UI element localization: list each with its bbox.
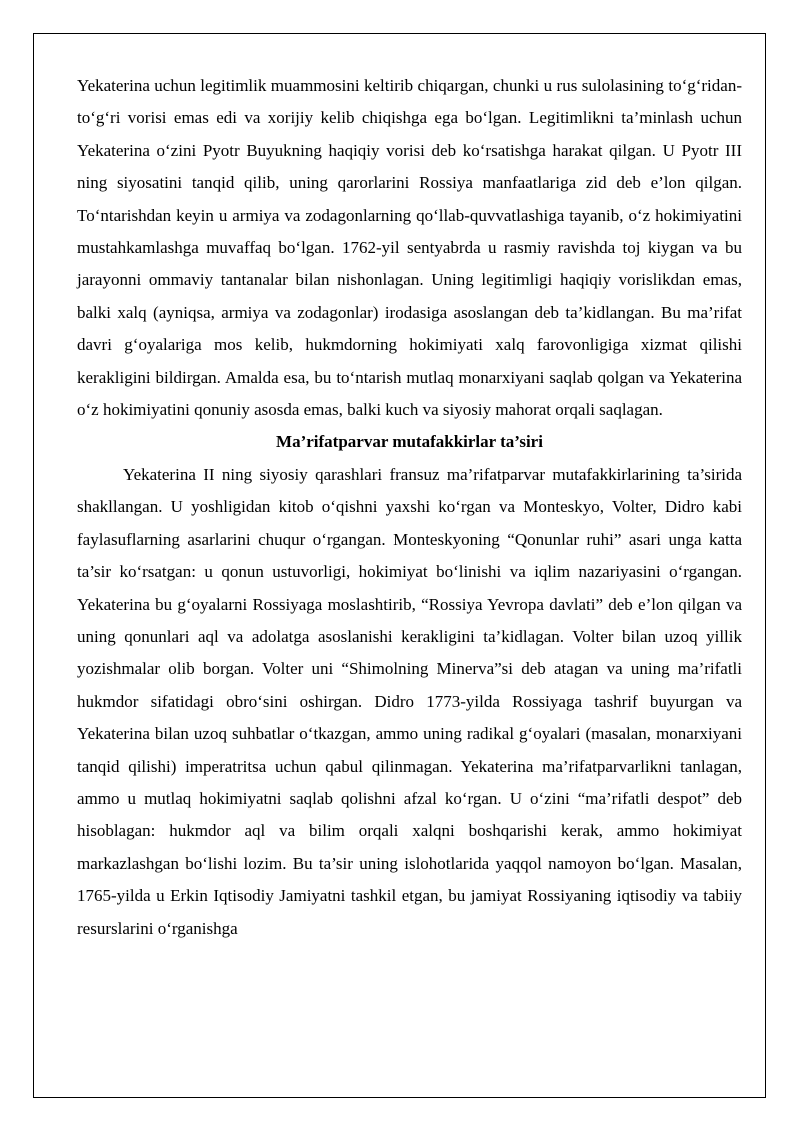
document-body: [77, 70, 742, 945]
section-heading: Ma’rifatparvar mutafakkirlar ta’siri: [276, 432, 543, 452]
paragraph-legitimacy: Yekaterina uchun legitimlik muammosini keltirib chiqargan, chunki u rus sulolasining to‘g‘ridan-to‘g‘ri vorisi emas edi va xorijiy kelib chiqishga ega bo‘lgan. Legitimlikni ta’minlash uchun Yekaterina o‘zini Pyotr Buyukning haqiqiy vorisi deb ko‘rsatishga harakat qilgan. U Pyotr III ning siyosatini tanqid qilib, uning qarorlarini Rossiya manfaatlariga zid deb e’lon qilgan. To‘ntarishdan keyin u armiya va zodagonlarning qo‘llab-quvvatlashiga tayanib, o‘z hokimiyatini mustahkamlashga muvaffaq bo‘lgan. 1762-yil sentyabrda u rasmiy ravishda toj kiygan va bu jarayonni ommaviy tantanalar bilan nishonlagan. Uning legitimligi haqiqiy vorislikdan emas, balki xalq (ayniqsa, armiya va zodagonlar) irodasiga asoslangan deb ta’kidlangan. Bu ma’rifat davri g‘oyalariga mos kelib, hukmdorning hokimiyati xalq farovonligiga xizmat qilishi kerakligini bildirgan. Amalda esa, bu to‘ntarish mutlaq monarxiyani saqlab qolgan va Yekaterina o‘z hokimiyatini qonuniy asosda emas, balki kuch va siyosiy mahorat orqali saqlagan.: [77, 76, 742, 420]
paragraph-enlightenment-influence: Yekaterina II ning siyosiy qarashlari fransuz ma’rifatparvar mutafakkirlarining ta’sirida shakllangan. U yoshligidan kitob o‘qishni yaxshi ko‘rgan va Monteskyo, Volter, Didro kabi faylasuflarning asarlarini chuqur o‘rgangan. Monteskyoning “Qonunlar ruhi” asari unga katta ta’sir ko‘rsatgan: u qonun ustuvorligi, hokimiyat bo‘linishi va iqlim nazariyasini o‘rgangan. Yekaterina bu g‘oyalarni Rossiyaga moslashtirib, “Rossiya Yevropa davlati” deb e’lon qilgan va uning qonunlari aql va adolatga asoslanishi kerakligini ta’kidlagan. Volter bilan uzoq yillik yozishmalar olib borgan. Volter uni “Shimolning Minerva”si deb atagan va uning ma’rifatli hukmdor sifatidagi obro‘sini oshirgan. Didro 1773-yilda Rossiyaga tashrif buyurgan va Yekaterina bilan uzoq suhbatlar o‘tkazgan, ammo uning radikal g‘oyalari (masalan, monarxiyani tanqid qilishi) imperatritsa uchun qabul qilinmagan. Yekaterina ma’rifatparvarlikni tanlagan, ammo u mutlaq hokimiyatni saqlab qolishni afzal ko‘rgan. U o‘zini “ma’rifatli despot” deb hisoblagan: hukmdor aql va bilim orqali xalqni boshqarishi kerak, ammo hokimiyat markazlashgan bo‘lishi lozim. Bu ta’sir uning islohotlarida yaqqol namoyon bo‘lgan. Masalan, 1765-yilda u Erkin Iqtisodiy Jamiyatni tashkil etgan, bu jamiyat Rossiyaning iqtisodiy va tabiiy resurslarini o‘rganishga: [77, 464, 742, 938]
